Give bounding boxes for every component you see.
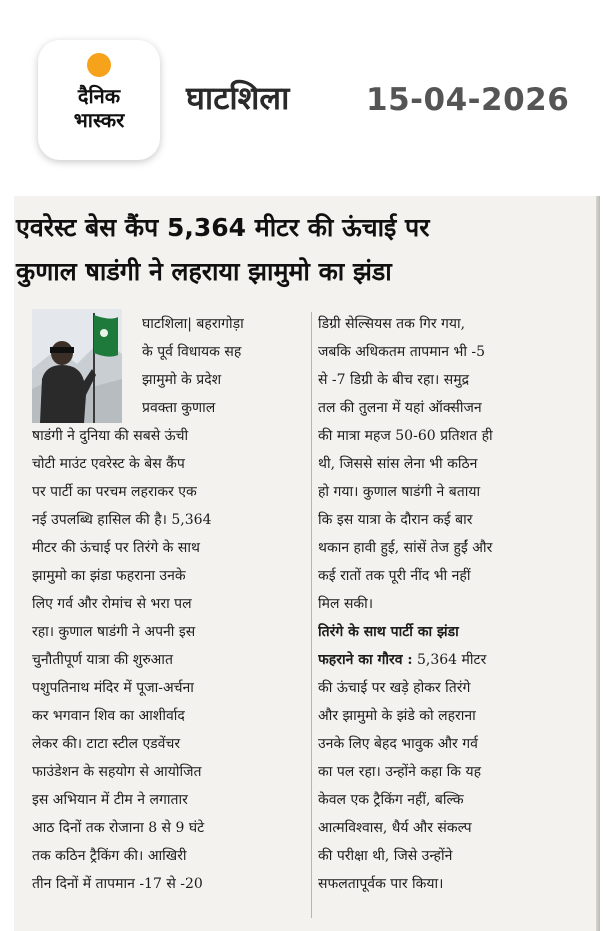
text-line: लिए गर्व और रोमांच से भरा पल	[32, 596, 192, 612]
text-line: थकान हावी हुई, सांसें तेज हुईं और	[318, 540, 493, 556]
subheading-bold-text: फहराने का गौरव :	[318, 652, 413, 668]
text-line: तीन दिनों में तापमान -17 से -20	[32, 876, 203, 892]
text-line: और झामुमो के झंडे को लहराना	[318, 708, 476, 724]
text-line: नई उपलब्धि हासिल की है। 5,364	[32, 512, 212, 528]
mountaineer-with-flag-image	[32, 309, 122, 423]
text-line: षाडंगी ने दुनिया की सबसे ऊंची	[32, 428, 189, 444]
headline-line-1: एवरेस्ट बेस कैंप 5,364 मीटर की ऊंचाई पर	[16, 213, 430, 242]
text-line: का पल रहा। उन्होंने कहा कि यह	[318, 764, 482, 780]
text-line: झामुमो का झंडा फहराना उनके	[32, 568, 186, 584]
text-line: इस अभियान में टीम ने लगातार	[32, 792, 188, 808]
article-photo	[32, 309, 122, 423]
logo-line-1: दैनिक	[77, 84, 121, 108]
article-column-left	[32, 422, 304, 898]
text-line: उनके लिए बेहद भावुक और गर्व	[318, 736, 478, 752]
text-line: फाउंडेशन के सहयोग से आयोजित	[32, 764, 202, 780]
clipping-edge	[596, 196, 600, 931]
text-line: सफलतापूर्वक पार किया।	[318, 876, 444, 892]
text-line: जबकि अधिकतम तापमान भी -5	[318, 344, 486, 360]
logo-text	[38, 84, 160, 132]
subheading-line-1: तिरंगे के साथ पार्टी का झंडा	[318, 624, 459, 640]
text-line: मिल सकी।	[318, 596, 374, 612]
text-line: रहा। कुणाल षाडंगी ने अपनी इस	[32, 624, 196, 640]
text-line: से -7 डिग्री के बीच रहा। समुद्र	[318, 372, 470, 388]
dainik-bhaskar-logo	[38, 40, 160, 160]
edition-date: 15-04-2026	[366, 82, 570, 118]
text-line: डिग्री सेल्सियस तक गिर गया,	[318, 316, 466, 332]
headline-line-2: कुणाल षाडंगी ने लहराया झामुमो का झंडा	[16, 257, 392, 286]
text-line: पशुपतिनाथ मंदिर में पूजा-अर्चना	[32, 680, 194, 696]
text-line: मीटर की ऊंचाई पर तिरंगे के साथ	[32, 540, 200, 556]
text-line: की परीक्षा थी, जिसे उन्होंने	[318, 848, 453, 864]
text-line: कि इस यात्रा के दौरान कई बार	[318, 512, 473, 528]
edition-city: घाटशिला	[186, 79, 290, 117]
text-line: की ऊंचाई पर खड़े होकर तिरंगे	[318, 680, 471, 696]
text-line: केवल एक ट्रैकिंग नहीं, बल्कि	[318, 792, 464, 808]
text-line: घाटशिला| बहरागोड़ा	[142, 316, 244, 332]
text-line: कई रातों तक पूरी नींद भी नहीं	[318, 568, 471, 584]
article-column-intro	[142, 310, 304, 422]
text-line: आठ दिनों तक रोजाना 8 से 9 घंटे	[32, 820, 205, 836]
text-line: चोटी माउंट एवरेस्ट के बेस कैंप	[32, 456, 185, 472]
text-line: हो गया। कुणाल षाडंगी ने बताया	[318, 484, 481, 500]
text-line: कर भगवान शिव का आशीर्वाद	[32, 708, 185, 724]
text-line: प्रवक्ता कुणाल	[142, 400, 216, 416]
sun-icon	[86, 52, 112, 78]
text-line: तक कठिन ट्रैकिंग की। आखिरी	[32, 848, 187, 864]
text-line: थी, जिससे सांस लेना भी कठिन	[318, 456, 478, 472]
subheading-line-2	[318, 646, 580, 674]
text-line: आत्मविश्वास, धैर्य और संकल्प	[318, 820, 472, 836]
text-line: झामुमो के प्रदेश	[142, 372, 222, 388]
logo-line-2: भास्कर	[73, 108, 125, 132]
page-header	[0, 0, 603, 190]
text-line: की मात्रा महज 50-60 प्रतिशत ही	[318, 428, 493, 444]
subheading-rest-text: 5,364 मीटर	[412, 652, 487, 668]
article-column-right	[318, 310, 580, 898]
article-headline	[16, 206, 591, 294]
text-line: तल की तुलना में यहां ऑक्सीजन	[318, 400, 482, 416]
column-divider	[311, 312, 312, 918]
text-line: के पूर्व विधायक सह	[142, 344, 242, 360]
text-line: पर पार्टी का परचम लहराकर एक	[32, 484, 197, 500]
text-line: चुनौतीपूर्ण यात्रा की शुरुआत	[32, 652, 173, 668]
text-line: लेकर की। टाटा स्टील एडवेंचर	[32, 736, 181, 752]
